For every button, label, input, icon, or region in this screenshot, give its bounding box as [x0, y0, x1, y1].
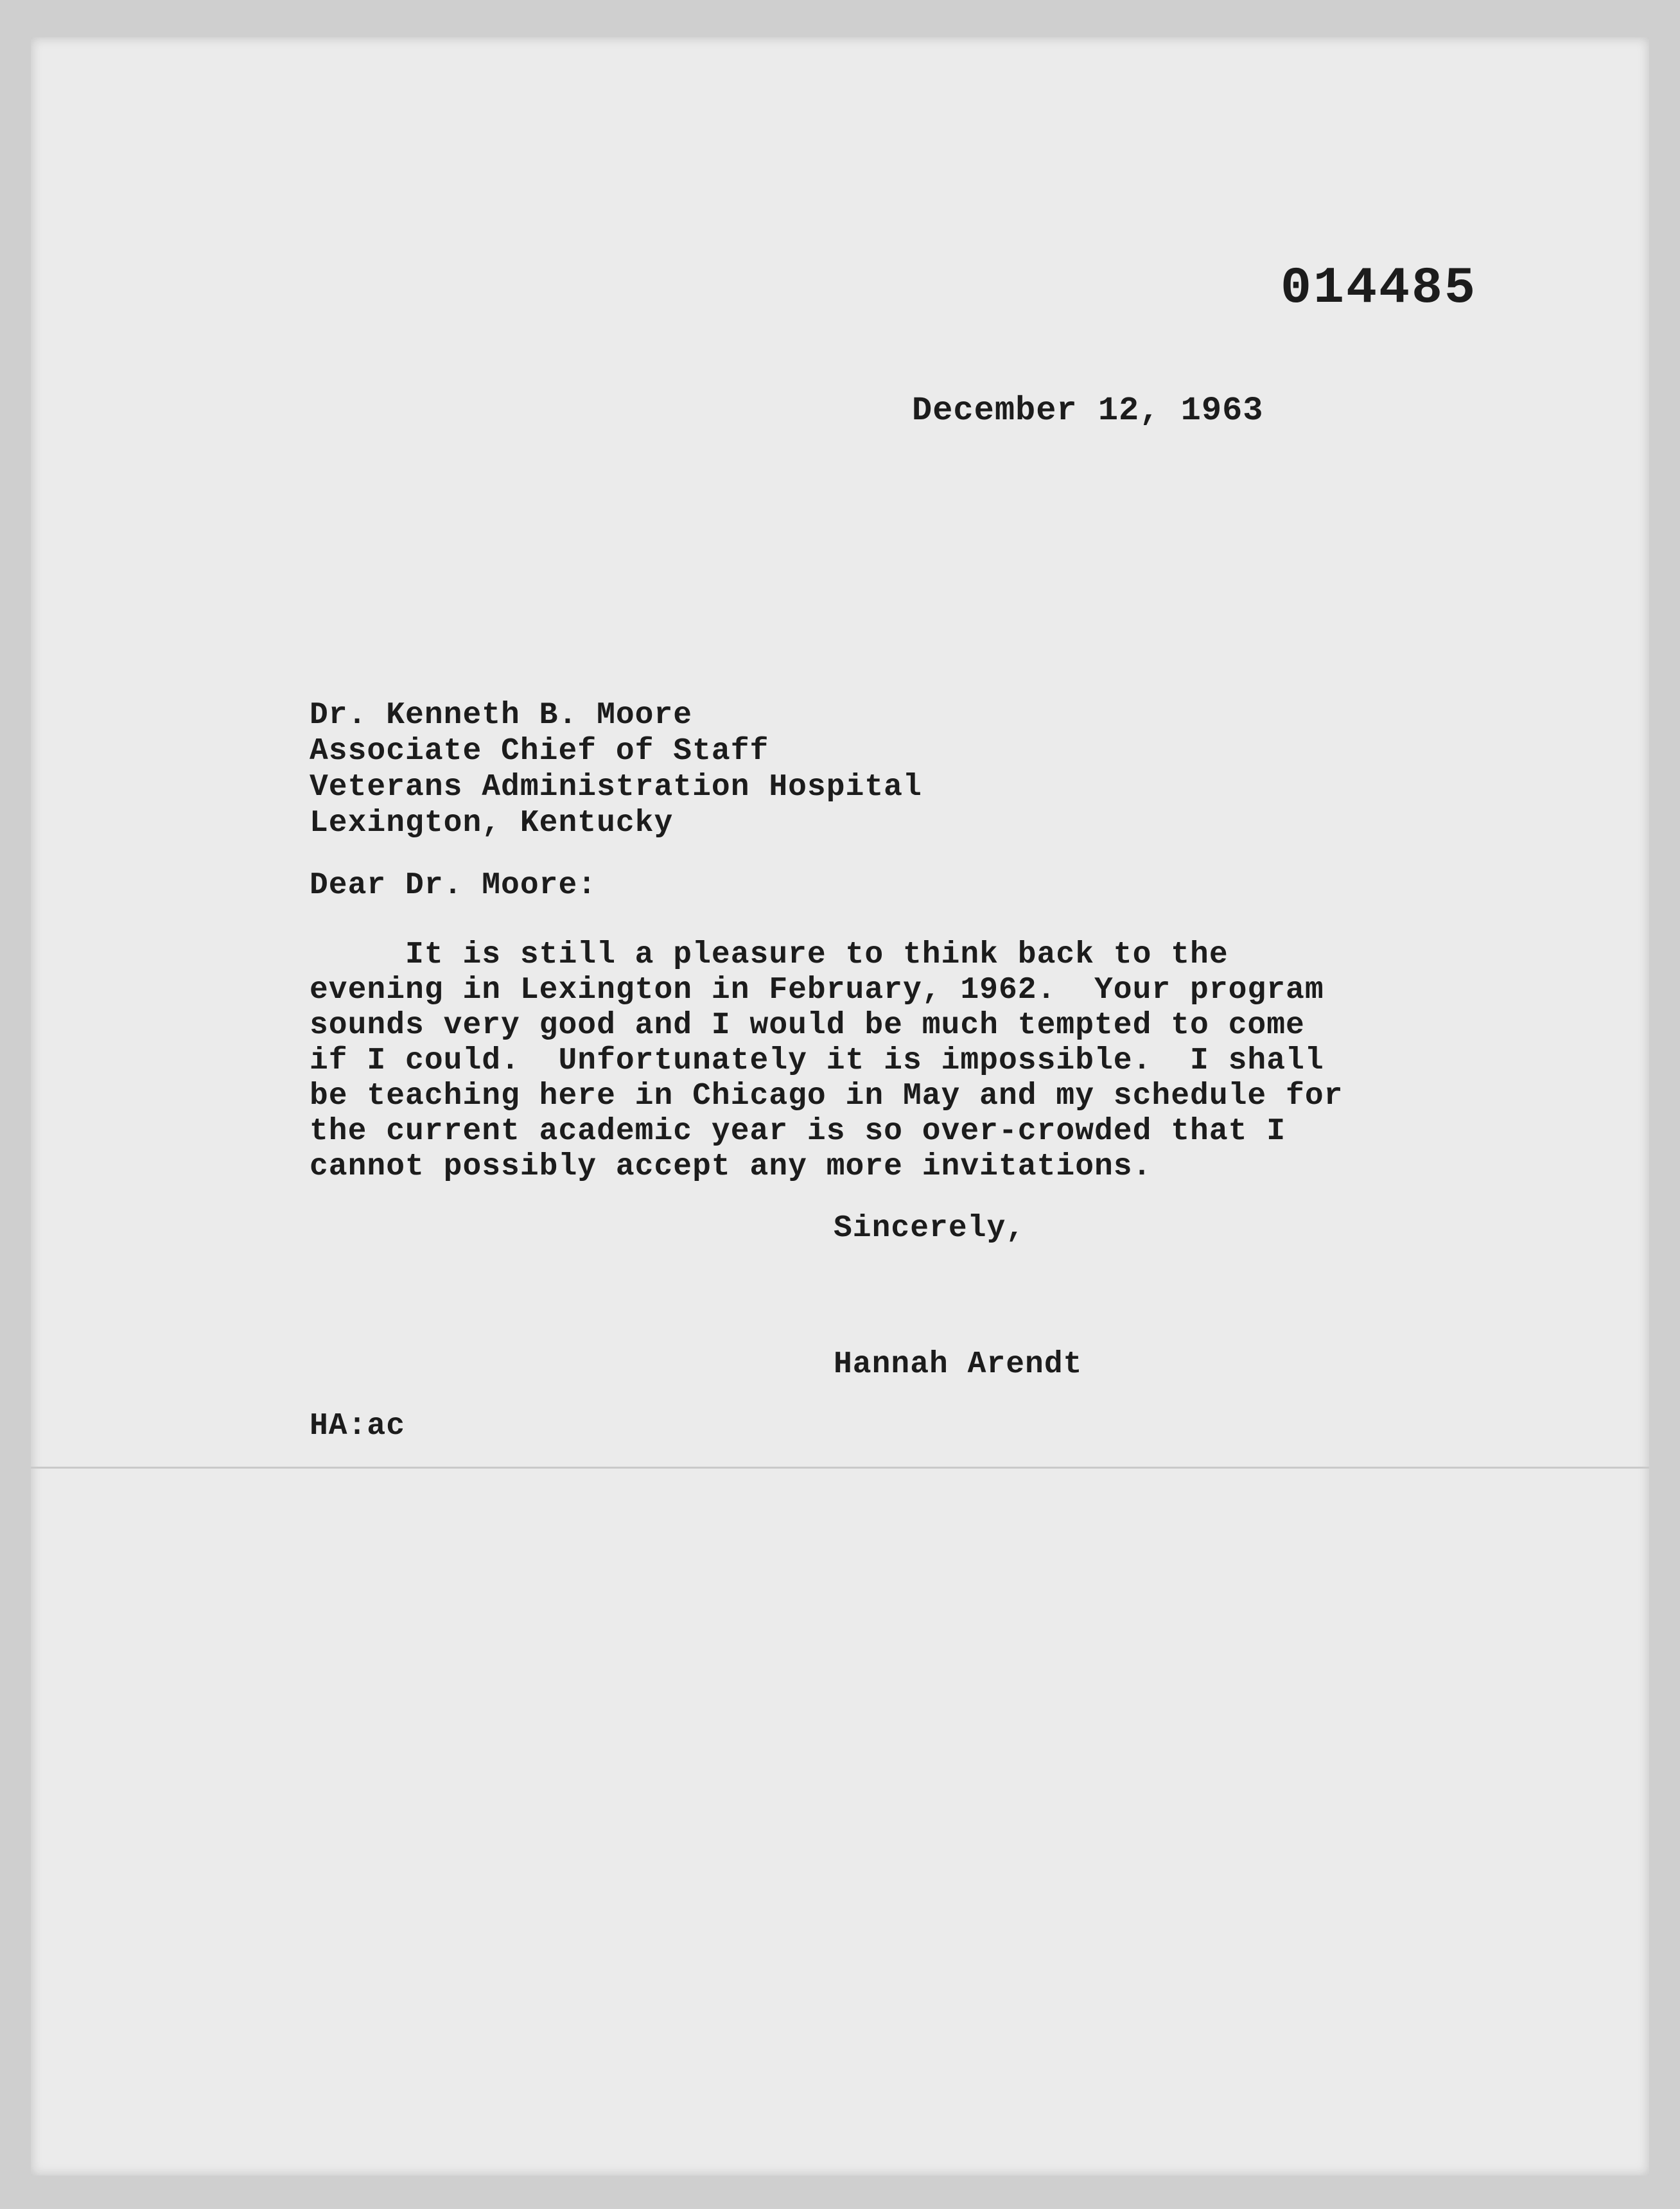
body-line: the current academic year is so over-crowded that I [310, 1114, 1286, 1149]
recipient-organization: Veterans Administration Hospital [310, 770, 922, 805]
salutation: Dear Dr. Moore: [310, 868, 597, 903]
recipient-name: Dr. Kenneth B. Moore [310, 698, 693, 733]
recipient-title: Associate Chief of Staff [310, 734, 769, 769]
body-line: sounds very good and I would be much tempted to come [310, 1008, 1305, 1043]
body-line: It is still a pleasure to think back to the [310, 938, 1229, 972]
body-line: evening in Lexington in February, 1962. Your program [310, 973, 1324, 1008]
letter-date: December 12, 1963 [912, 392, 1264, 430]
body-line: if I could. Unfortunately it is impossible. I shall [310, 1043, 1324, 1078]
closing: Sincerely, [834, 1211, 1026, 1246]
recipient-location: Lexington, Kentucky [310, 806, 674, 841]
paper-fold-line [31, 1467, 1649, 1469]
recipient-address-block [310, 697, 922, 841]
signature-name: Hannah Arendt [834, 1347, 1083, 1382]
typist-initials: HA:ac [310, 1409, 406, 1444]
body-line: cannot possibly accept any more invitations. [310, 1149, 1152, 1184]
document-number: 014485 [1281, 259, 1478, 318]
body-line: be teaching here in Chicago in May and my schedule for [310, 1079, 1343, 1113]
letter-body [310, 938, 1343, 1185]
